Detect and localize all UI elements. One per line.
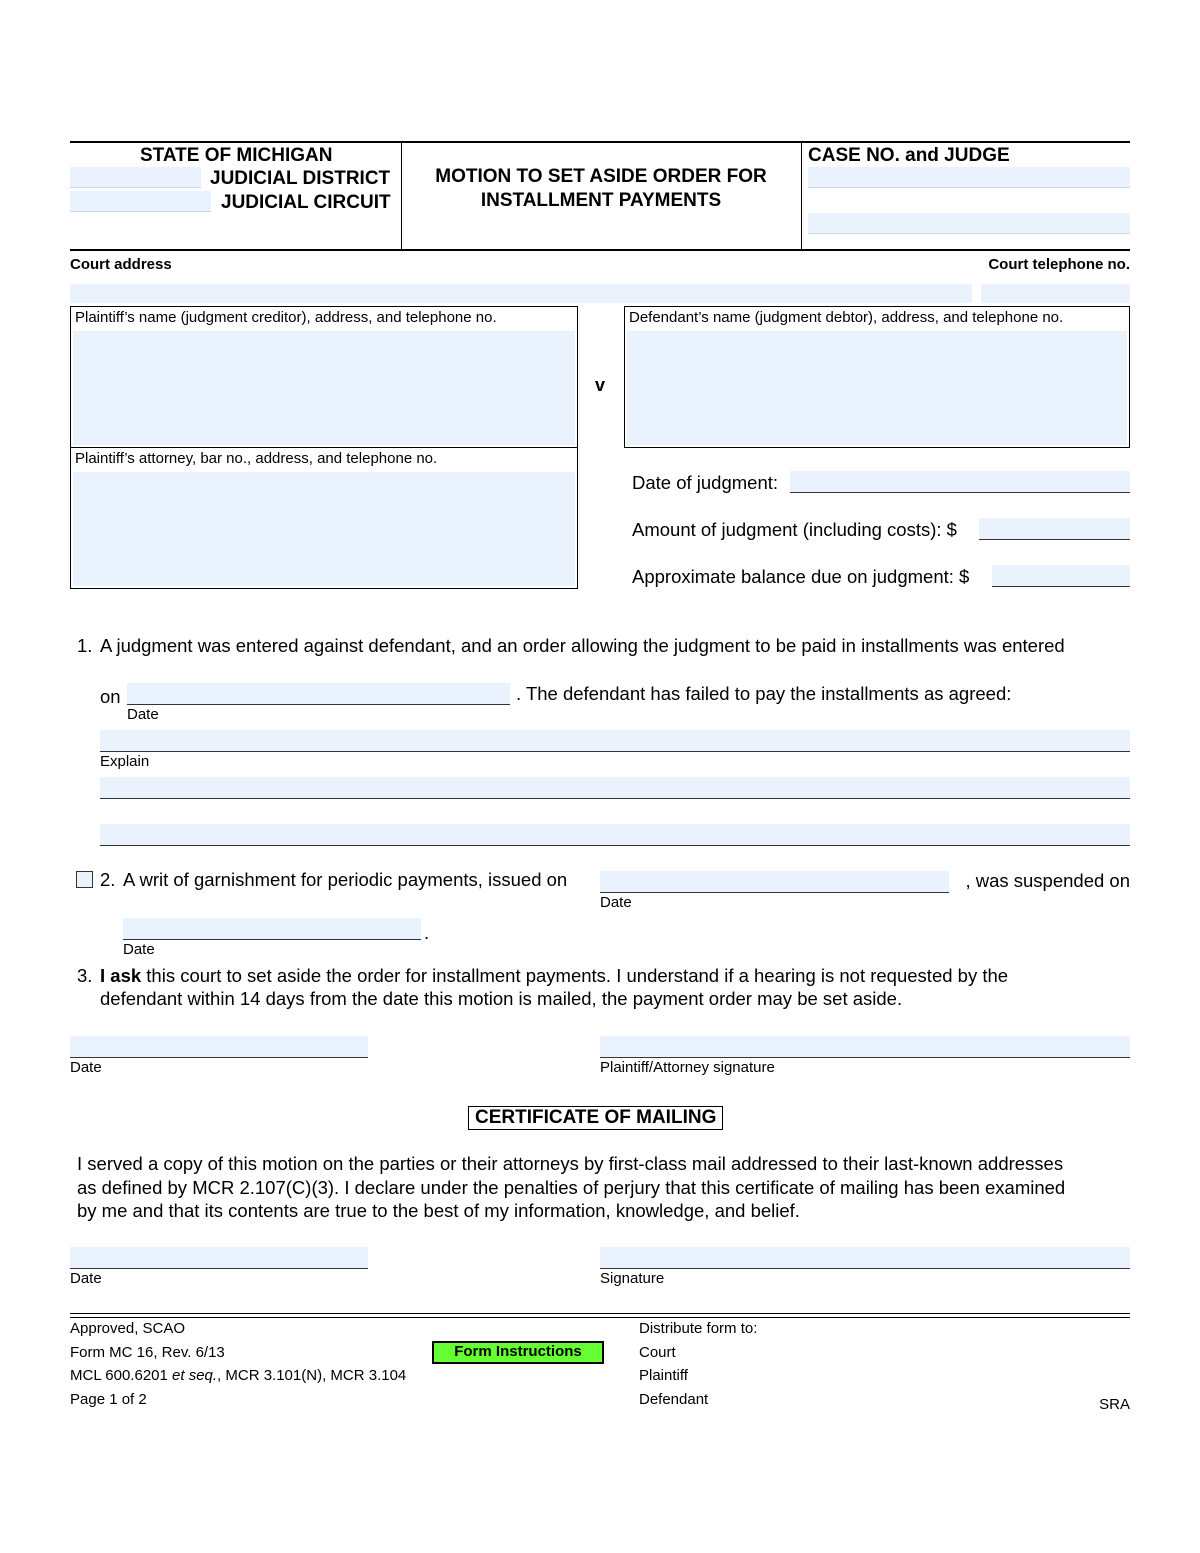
- form-title-line2: INSTALLMENT PAYMENTS: [480, 190, 722, 211]
- motion-date-field[interactable]: [70, 1036, 368, 1058]
- mailing-signature-caption: Signature: [600, 1270, 665, 1287]
- judgment-amount-label: Amount of judgment (including costs): $: [632, 519, 957, 540]
- writ-suspended-date-field[interactable]: [123, 918, 421, 940]
- defendant-label: Defendant’s name (judgment debtor), address, and telephone no.: [629, 309, 1064, 326]
- footer-mcl-italic: et seq.: [172, 1367, 218, 1384]
- explain-field-line3[interactable]: [100, 824, 1130, 846]
- footer-mcl: [70, 1367, 406, 1384]
- distribute-label: Distribute form to:: [639, 1320, 758, 1337]
- item2-issued-date-caption: Date: [600, 894, 632, 911]
- item1-failed-text: . The defendant has failed to pay the installments as agreed:: [516, 683, 1012, 704]
- sra-label: SRA: [1099, 1396, 1130, 1413]
- certificate-title: CERTIFICATE OF MAILING: [468, 1106, 723, 1130]
- item1-number: 1.: [77, 635, 93, 656]
- footer-approved: Approved, SCAO: [70, 1320, 186, 1337]
- footer-double-rule: [70, 1313, 1130, 1318]
- distribute-plaintiff: Plaintiff: [639, 1367, 688, 1384]
- footer-page: Page 1 of 2: [70, 1391, 147, 1408]
- mailing-date-caption: Date: [70, 1270, 102, 1287]
- judgment-date-label: Date of judgment:: [632, 472, 779, 493]
- form-title-line1: MOTION TO SET ASIDE ORDER FOR: [435, 166, 767, 187]
- court-telephone-field[interactable]: [981, 284, 1130, 303]
- defendant-box: [624, 306, 1130, 448]
- item3-line1-text: this court to set aside the order for installment payments. I understand if a hearing is not requested by the: [141, 965, 1009, 986]
- court-telephone-label: Court telephone no.: [988, 256, 1130, 273]
- circuit-number-field[interactable]: [70, 191, 211, 212]
- footer-form-no: Form MC 16, Rev. 6/13: [70, 1344, 225, 1361]
- court-address-field[interactable]: [70, 284, 972, 303]
- item1-text: A judgment was entered against defendant, and an order allowing the judgment to be paid in installments was entered: [100, 635, 1065, 656]
- judge-field[interactable]: [808, 213, 1130, 234]
- plaintiff-signature-field[interactable]: [600, 1036, 1130, 1058]
- plaintiff-label: Plaintiff’s name (judgment creditor), address, and telephone no.: [75, 309, 497, 326]
- balance-due-field[interactable]: [992, 565, 1130, 587]
- balance-due-label: Approximate balance due on judgment: $: [632, 566, 970, 587]
- installment-order-date-field[interactable]: [127, 683, 510, 705]
- distribute-court: Court: [639, 1344, 676, 1361]
- circuit-label: JUDICIAL CIRCUIT: [221, 192, 391, 213]
- attorney-label: Plaintiff’s attorney, bar no., address, and telephone no.: [75, 450, 438, 467]
- judgment-amount-field[interactable]: [979, 518, 1130, 540]
- item3-line2: defendant within 14 days from the date this motion is mailed, the payment order may be set aside.: [100, 988, 903, 1009]
- certificate-line3: by me and that its contents are true to the best of my information, knowledge, and belief.: [77, 1200, 800, 1221]
- explain-field-line1[interactable]: [100, 730, 1130, 752]
- item3-number: 3.: [77, 965, 93, 986]
- item1-date-caption: Date: [127, 706, 159, 723]
- mailing-date-field[interactable]: [70, 1247, 368, 1269]
- district-number-field[interactable]: [70, 167, 201, 188]
- header-top-rule: [70, 141, 1130, 143]
- item2-suspended-text: , was suspended on: [965, 870, 1130, 891]
- versus-label: v: [595, 375, 606, 395]
- case-no-field[interactable]: [808, 167, 1130, 188]
- item2-text: A writ of garnishment for periodic payments, issued on: [123, 869, 568, 890]
- explain-field-line2[interactable]: [100, 777, 1130, 799]
- mailing-signature-field[interactable]: [600, 1247, 1130, 1269]
- district-label: JUDICIAL DISTRICT: [210, 168, 391, 189]
- footer-mcl-prefix: MCL 600.6201: [70, 1367, 173, 1384]
- plaintiff-field[interactable]: [73, 331, 575, 445]
- certificate-line1: I served a copy of this motion on the parties or their attorneys by first-class mail addressed to their last-known addresses: [77, 1153, 1064, 1174]
- plaintiff-box: [70, 306, 578, 448]
- header-bottom-rule: [70, 249, 1130, 251]
- item3-line1: [100, 965, 1008, 987]
- header-divider-right: [801, 142, 802, 249]
- item2-checkbox[interactable]: [76, 871, 93, 888]
- defendant-field[interactable]: [627, 331, 1127, 445]
- item3-bold: I ask: [100, 965, 142, 986]
- form-instructions-button[interactable]: Form Instructions: [432, 1341, 604, 1364]
- attorney-box: [70, 447, 578, 589]
- court-address-label: Court address: [70, 256, 172, 273]
- writ-issued-date-field[interactable]: [600, 871, 949, 893]
- judgment-date-field[interactable]: [790, 471, 1130, 493]
- item1-on-label: on: [100, 686, 121, 707]
- item2-suspended-date-caption: Date: [123, 941, 155, 958]
- distribute-defendant: Defendant: [639, 1391, 709, 1408]
- motion-date-caption: Date: [70, 1059, 102, 1076]
- certificate-line2: as defined by MCR 2.107(C)(3). I declare under the penalties of perjury that this certificate of mailing has been examined: [77, 1177, 1066, 1198]
- plaintiff-signature-caption: Plaintiff/Attorney signature: [600, 1059, 775, 1076]
- attorney-field[interactable]: [73, 472, 575, 586]
- item2-number: 2.: [100, 869, 116, 890]
- state-title: STATE OF MICHIGAN: [140, 145, 333, 166]
- explain-caption: Explain: [100, 753, 150, 770]
- item2-period: .: [424, 922, 430, 943]
- case-no-label: CASE NO. and JUDGE: [808, 145, 1010, 166]
- footer-mcl-suffix: , MCR 3.101(N), MCR 3.104: [217, 1367, 407, 1384]
